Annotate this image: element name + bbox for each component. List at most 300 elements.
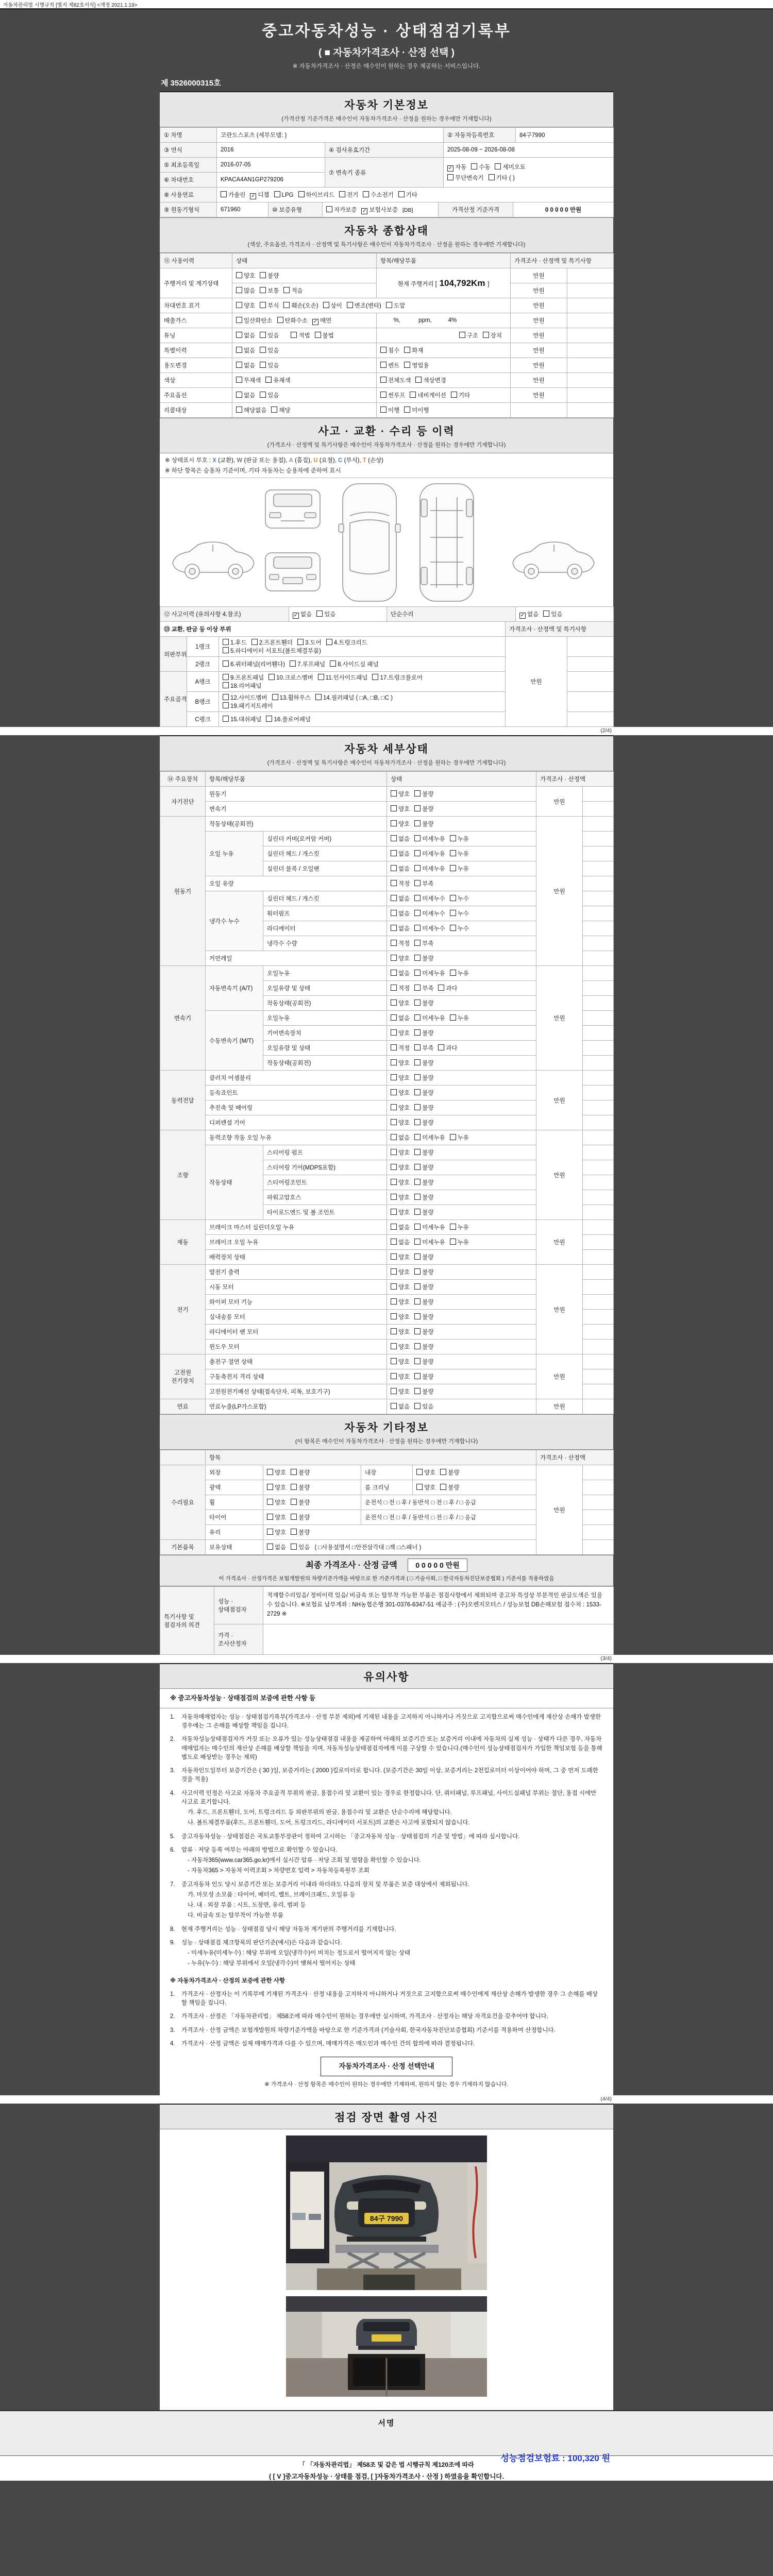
item-state bbox=[387, 1310, 536, 1325]
note-cell bbox=[583, 1175, 614, 1190]
checkbox-양호[interactable] bbox=[391, 999, 397, 1006]
checkbox-과다[interactable] bbox=[438, 985, 444, 991]
checkbox-없음[interactable] bbox=[236, 392, 242, 398]
checkbox-양호[interactable] bbox=[391, 955, 397, 961]
checkbox-없음[interactable] bbox=[391, 1134, 397, 1140]
checkbox-없음[interactable] bbox=[391, 1224, 397, 1230]
item-label: 변속기 bbox=[206, 802, 387, 817]
checkbox-썬루프[interactable] bbox=[380, 392, 386, 398]
checkbox-불량[interactable] bbox=[414, 820, 421, 826]
checkbox-option bbox=[495, 163, 525, 171]
checkbox-누유[interactable] bbox=[450, 970, 456, 976]
checkbox-양호[interactable] bbox=[416, 1469, 423, 1475]
checkbox-label: 색상변경 bbox=[423, 378, 446, 384]
checkbox-없음[interactable] bbox=[391, 895, 397, 901]
checkbox-하이브리드[interactable] bbox=[298, 191, 305, 197]
checkbox-17.트렁크플로어[interactable] bbox=[372, 674, 378, 680]
notice-item bbox=[170, 1789, 603, 1807]
checkbox-양호[interactable] bbox=[391, 1283, 397, 1290]
checkbox-누유[interactable] bbox=[450, 1239, 456, 1245]
checkbox-4.트렁크리드[interactable] bbox=[326, 639, 332, 645]
checkbox-label: 17.트렁크플로어 bbox=[380, 675, 423, 681]
checkbox-매연[interactable]: ✓ bbox=[313, 318, 318, 325]
checkbox-상이[interactable] bbox=[323, 302, 329, 308]
checkbox-5.라디에이터 서포트(볼트체결부품)[interactable] bbox=[223, 647, 229, 653]
checkbox-무단변속기[interactable] bbox=[447, 174, 453, 180]
checkbox-label: 침수 bbox=[388, 348, 400, 354]
checkbox-양호[interactable] bbox=[391, 1074, 397, 1080]
confirmation-footer bbox=[0, 2455, 773, 2481]
checkbox-있음[interactable] bbox=[260, 347, 266, 353]
checkbox-없음[interactable] bbox=[391, 1403, 397, 1409]
checkbox-미세누유[interactable] bbox=[414, 1224, 421, 1230]
checkbox-없음[interactable] bbox=[236, 347, 242, 353]
checkbox-option bbox=[223, 693, 267, 702]
checkbox-미세누유[interactable] bbox=[414, 970, 421, 976]
checkbox-불량[interactable] bbox=[414, 1313, 421, 1319]
checkbox-일산화탄소[interactable] bbox=[236, 317, 242, 323]
item-state bbox=[387, 832, 536, 846]
checkbox-불량[interactable] bbox=[414, 1194, 421, 1200]
checkbox-누유[interactable] bbox=[450, 1014, 456, 1021]
checkbox-보험사보증[interactable]: ✓ bbox=[362, 208, 367, 214]
checkbox-유채색[interactable] bbox=[265, 377, 272, 383]
checkbox-option bbox=[251, 638, 293, 647]
checkbox-없음[interactable] bbox=[391, 970, 397, 976]
checkbox-label: 부족 bbox=[422, 881, 434, 887]
note-cell bbox=[583, 1340, 614, 1354]
detail-col-price: 가격조사 · 산정액 bbox=[536, 772, 614, 787]
checkbox-label: 상이 bbox=[330, 303, 342, 309]
item-state bbox=[387, 951, 536, 966]
checkbox-없음[interactable]: ✓ bbox=[293, 612, 298, 618]
checkbox-label: 10.크로스멤버 bbox=[276, 675, 313, 681]
checkbox-label: 불량 bbox=[422, 1284, 434, 1291]
checkbox-세미오토[interactable] bbox=[495, 163, 501, 170]
checkbox-가솔린[interactable] bbox=[221, 191, 227, 197]
checkbox-양호[interactable] bbox=[267, 1469, 273, 1475]
checkbox-양호[interactable] bbox=[391, 1373, 397, 1379]
notice-item-number: 4. bbox=[170, 1790, 175, 1797]
usage-change-item bbox=[377, 358, 511, 373]
inspection-photo-front bbox=[286, 2136, 487, 2290]
checkbox-많음[interactable] bbox=[236, 287, 242, 293]
basic-items-state: 없음 있음 ( □사용설명서 □안전삼각대 □잭 □스패너 ) bbox=[263, 1540, 536, 1555]
checkbox-없음[interactable] bbox=[391, 910, 397, 916]
item-label: 배력장치 상태 bbox=[206, 1250, 387, 1265]
checkbox-미세누유[interactable] bbox=[414, 1134, 421, 1140]
item-state bbox=[387, 966, 536, 981]
checkbox-적법[interactable] bbox=[291, 332, 297, 338]
checkbox-불량[interactable] bbox=[440, 1484, 446, 1490]
checkbox-부족[interactable] bbox=[414, 880, 421, 886]
checkbox-수소전기[interactable] bbox=[363, 191, 369, 197]
checkbox-양호[interactable] bbox=[236, 302, 242, 308]
checkbox-불량[interactable] bbox=[414, 1164, 421, 1170]
checkbox-2.프론트휀더[interactable] bbox=[251, 639, 258, 645]
panel-rank-label: C랭크 bbox=[187, 712, 219, 727]
checkbox-15.대쉬패널[interactable] bbox=[223, 716, 229, 722]
checkbox-부족[interactable] bbox=[414, 1044, 421, 1050]
checkbox-기타[interactable] bbox=[451, 392, 457, 398]
checkbox-불량[interactable] bbox=[414, 1074, 421, 1080]
checkbox-훼손(오손)[interactable] bbox=[283, 302, 290, 308]
checkbox-누수[interactable] bbox=[450, 910, 456, 916]
checkbox-label: 있음 bbox=[298, 1545, 310, 1551]
checkbox-label: 양호 bbox=[398, 1030, 410, 1037]
checkbox-장치[interactable] bbox=[483, 332, 489, 338]
checkbox-option bbox=[391, 1014, 410, 1022]
checkbox-양호[interactable] bbox=[391, 1298, 397, 1304]
checkbox-양호[interactable] bbox=[236, 272, 242, 278]
checkbox-디젤[interactable]: ✓ bbox=[251, 193, 256, 199]
checkbox-영업용[interactable] bbox=[404, 362, 410, 368]
checkbox-양호[interactable] bbox=[391, 1194, 397, 1200]
checkbox-양호[interactable] bbox=[391, 1209, 397, 1215]
checkbox-보통[interactable] bbox=[260, 287, 266, 293]
checkbox-불량[interactable] bbox=[414, 1089, 421, 1095]
checkbox-양호[interactable] bbox=[391, 1059, 397, 1065]
checkbox-있음[interactable] bbox=[260, 332, 266, 338]
notice-item-number: 3. bbox=[170, 1768, 175, 1774]
checkbox-누유[interactable] bbox=[450, 835, 456, 841]
checkbox-화재[interactable] bbox=[404, 347, 410, 353]
checkbox-label: 양호 bbox=[244, 273, 256, 279]
checkbox-19.패키지트레이[interactable] bbox=[223, 702, 229, 708]
checkbox-양호[interactable] bbox=[391, 820, 397, 826]
checkbox-18.리어패널[interactable] bbox=[223, 682, 229, 688]
notice-subheading: ※ 자동차가격조사 · 산정의 보증에 관한 사항 bbox=[170, 1977, 285, 1984]
checkbox-양호[interactable] bbox=[391, 1119, 397, 1125]
checkbox-도말[interactable] bbox=[386, 302, 392, 308]
checkbox-option bbox=[391, 969, 410, 977]
checkbox-있음[interactable] bbox=[543, 611, 549, 617]
checkbox-label: 전체도색 bbox=[388, 378, 411, 384]
checkbox-양호[interactable] bbox=[391, 1358, 397, 1364]
remarks-table bbox=[160, 1586, 614, 1655]
checkbox-양호[interactable] bbox=[391, 1029, 397, 1036]
checkbox-있음[interactable] bbox=[260, 362, 266, 368]
checkbox-option bbox=[391, 999, 410, 1007]
section-overall-header bbox=[160, 217, 613, 253]
checkbox-불량[interactable] bbox=[414, 1179, 421, 1185]
exchange-panel-table bbox=[160, 621, 614, 727]
checkbox-불량[interactable] bbox=[291, 1499, 297, 1505]
checkbox-양호[interactable] bbox=[416, 1484, 423, 1490]
checkbox-label: 도말 bbox=[393, 303, 406, 309]
checkbox-적정[interactable] bbox=[391, 940, 397, 946]
checkbox-label: 양호 bbox=[398, 1299, 410, 1306]
checkbox-침수[interactable] bbox=[380, 347, 386, 353]
exchange-label: ⑬ 교환, 판금 등 이상 부위 bbox=[160, 622, 506, 637]
checkbox-양호[interactable] bbox=[391, 1164, 397, 1170]
checkbox-불량[interactable] bbox=[414, 1268, 421, 1275]
checkbox-option bbox=[450, 894, 469, 903]
checkbox-없음[interactable] bbox=[267, 1544, 273, 1550]
notice-item-text: 가격조사 · 산정은 「자동차관리법」 제58조에 따라 매수인이 원하는 경우에만 실시하며, 가격조사 · 산정자는 해당 자격요건을 갖추어야 합니다. bbox=[181, 2013, 548, 2020]
checkbox-없음[interactable]: ✓ bbox=[520, 612, 525, 618]
checkbox-11.인사이드패널[interactable] bbox=[318, 674, 324, 680]
checkbox-불량[interactable] bbox=[291, 1469, 297, 1475]
checkbox-양호[interactable] bbox=[391, 1313, 397, 1319]
note-cell bbox=[583, 802, 614, 817]
checkbox-기타 ( )[interactable] bbox=[489, 174, 495, 180]
checkbox-무채색[interactable] bbox=[236, 377, 242, 383]
checkbox-불량[interactable] bbox=[414, 1343, 421, 1349]
checkbox-없음[interactable] bbox=[236, 332, 242, 338]
checkbox-LPG[interactable] bbox=[274, 191, 280, 197]
checkbox-label: 부족 bbox=[422, 986, 434, 992]
checkbox-수동[interactable] bbox=[471, 163, 477, 170]
item-label: 커먼레일 bbox=[206, 951, 387, 966]
checkbox-option bbox=[391, 835, 410, 843]
checkbox-불량[interactable] bbox=[414, 790, 421, 796]
signature-title: 서명 bbox=[378, 2418, 395, 2428]
checkbox-미세누유[interactable] bbox=[414, 1239, 421, 1245]
checkbox-적음[interactable] bbox=[283, 287, 290, 293]
checkbox-없음[interactable] bbox=[391, 925, 397, 931]
checkbox-양호[interactable] bbox=[267, 1514, 273, 1520]
checkbox-양호[interactable] bbox=[391, 1343, 397, 1349]
checkbox-미세누수[interactable] bbox=[414, 910, 421, 916]
checkbox-미세누수[interactable] bbox=[414, 925, 421, 931]
checkbox-렌트[interactable] bbox=[380, 362, 386, 368]
checkbox-없음[interactable] bbox=[391, 865, 397, 871]
checkbox-자동[interactable]: ✓ bbox=[448, 165, 453, 171]
checkbox-양호[interactable] bbox=[267, 1484, 273, 1490]
price-cell: 만원 bbox=[511, 268, 567, 283]
checkbox-label: 불량 bbox=[267, 273, 279, 279]
note-cell bbox=[583, 832, 614, 846]
checkbox-색상변경[interactable] bbox=[415, 377, 422, 383]
checkbox-label: 양호 bbox=[398, 1255, 410, 1261]
note-cell bbox=[583, 1280, 614, 1295]
checkbox-불법[interactable] bbox=[315, 332, 321, 338]
checkbox-자가보증[interactable] bbox=[326, 206, 332, 212]
section-detail-title: 자동차 세부상태 bbox=[344, 743, 429, 755]
item-state bbox=[387, 876, 536, 891]
checkbox-있음[interactable] bbox=[260, 392, 266, 398]
checkbox-불량[interactable] bbox=[291, 1484, 297, 1490]
checkbox-option bbox=[339, 191, 358, 199]
checkbox-양호[interactable] bbox=[391, 1328, 397, 1334]
checkbox-누유[interactable] bbox=[450, 1224, 456, 1230]
car-diagram-underbody bbox=[420, 484, 474, 601]
item-group-label: 작동상태 bbox=[206, 1145, 263, 1220]
item-state bbox=[387, 1205, 536, 1220]
checkbox-변조(변타)[interactable] bbox=[347, 302, 353, 308]
checkbox-적정[interactable] bbox=[391, 1044, 397, 1050]
checkbox-option bbox=[318, 673, 368, 682]
checkbox-label: 양호 bbox=[398, 1195, 410, 1201]
checkbox-양호[interactable] bbox=[391, 1149, 397, 1155]
checkbox-양호[interactable] bbox=[391, 1268, 397, 1275]
checkbox-14.필러패널 ( □A, □B, □C )[interactable] bbox=[315, 694, 322, 700]
checkbox-12.사이드멤버[interactable] bbox=[223, 694, 229, 700]
checkbox-없음[interactable] bbox=[391, 1239, 397, 1245]
checkbox-기타[interactable] bbox=[398, 191, 405, 197]
checkbox-불량[interactable] bbox=[414, 1253, 421, 1260]
detail-table bbox=[160, 771, 614, 1414]
note-cell bbox=[583, 787, 614, 802]
item-state bbox=[387, 817, 536, 832]
checkbox-option bbox=[297, 638, 322, 647]
checkbox-누수[interactable] bbox=[450, 895, 456, 901]
checkbox-1.후드[interactable] bbox=[223, 639, 229, 645]
checkbox-양호[interactable] bbox=[267, 1529, 273, 1535]
checkbox-부족[interactable] bbox=[414, 940, 421, 946]
checkbox-label: 불량 bbox=[422, 1075, 434, 1081]
checkbox-없음[interactable] bbox=[236, 362, 242, 368]
checkbox-option bbox=[291, 1528, 310, 1536]
checkbox-label: 없음 bbox=[244, 348, 256, 354]
checkbox-미세누수[interactable] bbox=[414, 895, 421, 901]
checkbox-미세누유[interactable] bbox=[414, 1014, 421, 1021]
checkbox-불량[interactable] bbox=[414, 1358, 421, 1364]
note-cell bbox=[583, 1295, 614, 1310]
checkbox-불량[interactable] bbox=[414, 955, 421, 961]
checkbox-16.플로어패널[interactable] bbox=[266, 716, 272, 722]
checkbox-있음[interactable] bbox=[316, 611, 323, 617]
checkbox-적정[interactable] bbox=[391, 880, 397, 886]
checkbox-label: 누유 bbox=[457, 851, 469, 857]
checkbox-양호[interactable] bbox=[391, 1104, 397, 1110]
checkbox-7.루프패널[interactable] bbox=[290, 660, 296, 667]
item-label: 고전원전기배선 상태(접속단자, 피복, 보호기구) bbox=[206, 1384, 387, 1399]
notice-item-text: 현재 주행거리는 성능 · 상태점검 당시 해당 자동차 계기판의 주행거리를 기재합니다. bbox=[181, 1926, 396, 1933]
checkbox-없음[interactable] bbox=[391, 835, 397, 841]
checkbox-label: 기타 ( ) bbox=[496, 175, 515, 181]
item-group-label: 오일 누유 bbox=[206, 832, 263, 876]
checkbox-3.도어[interactable] bbox=[297, 639, 304, 645]
checkbox-적정[interactable] bbox=[391, 985, 397, 991]
checkbox-과다[interactable] bbox=[438, 1044, 444, 1050]
checkbox-불량[interactable] bbox=[414, 1104, 421, 1110]
checkbox-option bbox=[260, 361, 279, 369]
checkbox-불량[interactable] bbox=[414, 1029, 421, 1036]
checkbox-양호[interactable] bbox=[391, 1179, 397, 1185]
checkbox-미세누유[interactable] bbox=[414, 850, 421, 856]
checkbox-탄화수소[interactable] bbox=[277, 317, 283, 323]
checkbox-option bbox=[414, 1372, 433, 1381]
checkbox-13.휠하우스[interactable] bbox=[272, 694, 278, 700]
checkbox-이행[interactable] bbox=[380, 406, 386, 413]
checkbox-option bbox=[440, 1468, 459, 1477]
checkbox-label: 15.대쉬패널 bbox=[230, 717, 262, 723]
checkbox-불량[interactable] bbox=[414, 805, 421, 811]
checkbox-label: 불량 bbox=[422, 1210, 434, 1216]
checkbox-해당없음[interactable] bbox=[236, 406, 242, 413]
checkbox-없음[interactable] bbox=[391, 850, 397, 856]
checkbox-불량[interactable] bbox=[414, 1298, 421, 1304]
car-diagram-side-right bbox=[513, 542, 594, 579]
checkbox-label: 불량 bbox=[298, 1500, 310, 1506]
damage-code-desc: (흠집), bbox=[293, 457, 314, 464]
checkbox-네비게이션[interactable] bbox=[410, 392, 416, 398]
checkbox-불량[interactable] bbox=[440, 1469, 446, 1475]
checkbox-option bbox=[391, 790, 410, 798]
checkbox-option bbox=[391, 1133, 410, 1142]
checkbox-있음[interactable] bbox=[291, 1544, 297, 1550]
note-cell bbox=[583, 1100, 614, 1115]
checkbox-누유[interactable] bbox=[450, 1134, 456, 1140]
note-cell bbox=[583, 936, 614, 951]
price-cell: 만원 bbox=[536, 1071, 583, 1130]
checkbox-양호[interactable] bbox=[267, 1499, 273, 1505]
other-col-group bbox=[160, 1450, 206, 1465]
checkbox-option bbox=[291, 1513, 310, 1521]
checkbox-label: 구조 bbox=[466, 333, 478, 339]
checkbox-불량[interactable] bbox=[414, 1209, 421, 1215]
detail-col-device: ⑭ 주요장치 bbox=[160, 772, 206, 787]
checkbox-불량[interactable] bbox=[414, 1328, 421, 1334]
checkbox-불량[interactable] bbox=[291, 1529, 297, 1535]
note-cell bbox=[583, 891, 614, 906]
checkbox-양호[interactable] bbox=[391, 1388, 397, 1394]
checkbox-option bbox=[414, 850, 445, 858]
checkbox-양호[interactable] bbox=[391, 1253, 397, 1260]
checkbox-불량[interactable] bbox=[414, 1388, 421, 1394]
checkbox-있음[interactable] bbox=[414, 1403, 421, 1409]
checkbox-option bbox=[380, 406, 399, 414]
checkbox-양호[interactable] bbox=[391, 790, 397, 796]
checkbox-미세누유[interactable] bbox=[414, 835, 421, 841]
checkbox-label: 전기 bbox=[347, 192, 359, 198]
checkbox-불량[interactable] bbox=[414, 1373, 421, 1379]
interior-label: 내장 bbox=[361, 1465, 413, 1480]
notice-item-text: 자동차매매업자는 성능 · 상태점검기록부(가격조사 · 산정 부분 제외)에 기재된 내용을 고지하지 아니하거나 거짓으로 고지함으로써 매수인에게 재산상 손해가 발생한 경우에는 그 손해를 배상할 책임을 집니다. bbox=[181, 1714, 601, 1729]
checkbox-불량[interactable] bbox=[414, 1059, 421, 1065]
checkbox-전기[interactable] bbox=[339, 191, 345, 197]
checkbox-누유[interactable] bbox=[450, 865, 456, 871]
item-label: 오일유량 및 상태 bbox=[263, 981, 387, 996]
checkbox-양호[interactable] bbox=[391, 1089, 397, 1095]
checkbox-부식[interactable] bbox=[260, 302, 266, 308]
item-state bbox=[387, 1190, 536, 1205]
checkbox-누수[interactable] bbox=[450, 925, 456, 931]
checkbox-label: 양호 bbox=[275, 1485, 287, 1491]
checkbox-불량[interactable] bbox=[414, 1149, 421, 1155]
checkbox-양호[interactable] bbox=[391, 805, 397, 811]
checkbox-부족[interactable] bbox=[414, 985, 421, 991]
checkbox-option bbox=[391, 894, 410, 903]
checkbox-없음[interactable] bbox=[391, 1014, 397, 1021]
checkbox-option bbox=[414, 879, 433, 888]
checkbox-9.프론트패널[interactable] bbox=[223, 674, 229, 680]
checkbox-해당[interactable] bbox=[271, 406, 277, 413]
checkbox-10.크로스멤버[interactable] bbox=[268, 674, 275, 680]
checkbox-label: 해당없음 bbox=[244, 408, 267, 414]
checkbox-8.사이드실 패널[interactable] bbox=[330, 660, 336, 667]
checkbox-불량[interactable] bbox=[260, 272, 266, 278]
checkbox-불량[interactable] bbox=[414, 999, 421, 1006]
checkbox-불량[interactable] bbox=[291, 1514, 297, 1520]
checkbox-구조[interactable] bbox=[459, 332, 465, 338]
glass-state bbox=[263, 1525, 536, 1540]
checkbox-미세누유[interactable] bbox=[414, 865, 421, 871]
page-title-note: ※ 자동차가격조사 · 산정은 매수인이 원하는 경우 제공하는 서비스입니다. bbox=[292, 63, 481, 70]
item-state bbox=[387, 1295, 536, 1310]
notice-item-number: 7. bbox=[170, 1881, 175, 1888]
checkbox-6.쿼터패널(리어휀다)[interactable] bbox=[223, 660, 229, 667]
checkbox-option bbox=[391, 909, 410, 918]
checkbox-미이행[interactable] bbox=[404, 406, 410, 413]
checkbox-전체도색[interactable] bbox=[380, 377, 386, 383]
checkbox-불량[interactable] bbox=[414, 1119, 421, 1125]
item-label: 작동상태(공회전) bbox=[206, 817, 387, 832]
checkbox-불량[interactable] bbox=[414, 1283, 421, 1290]
checkbox-누유[interactable] bbox=[450, 850, 456, 856]
